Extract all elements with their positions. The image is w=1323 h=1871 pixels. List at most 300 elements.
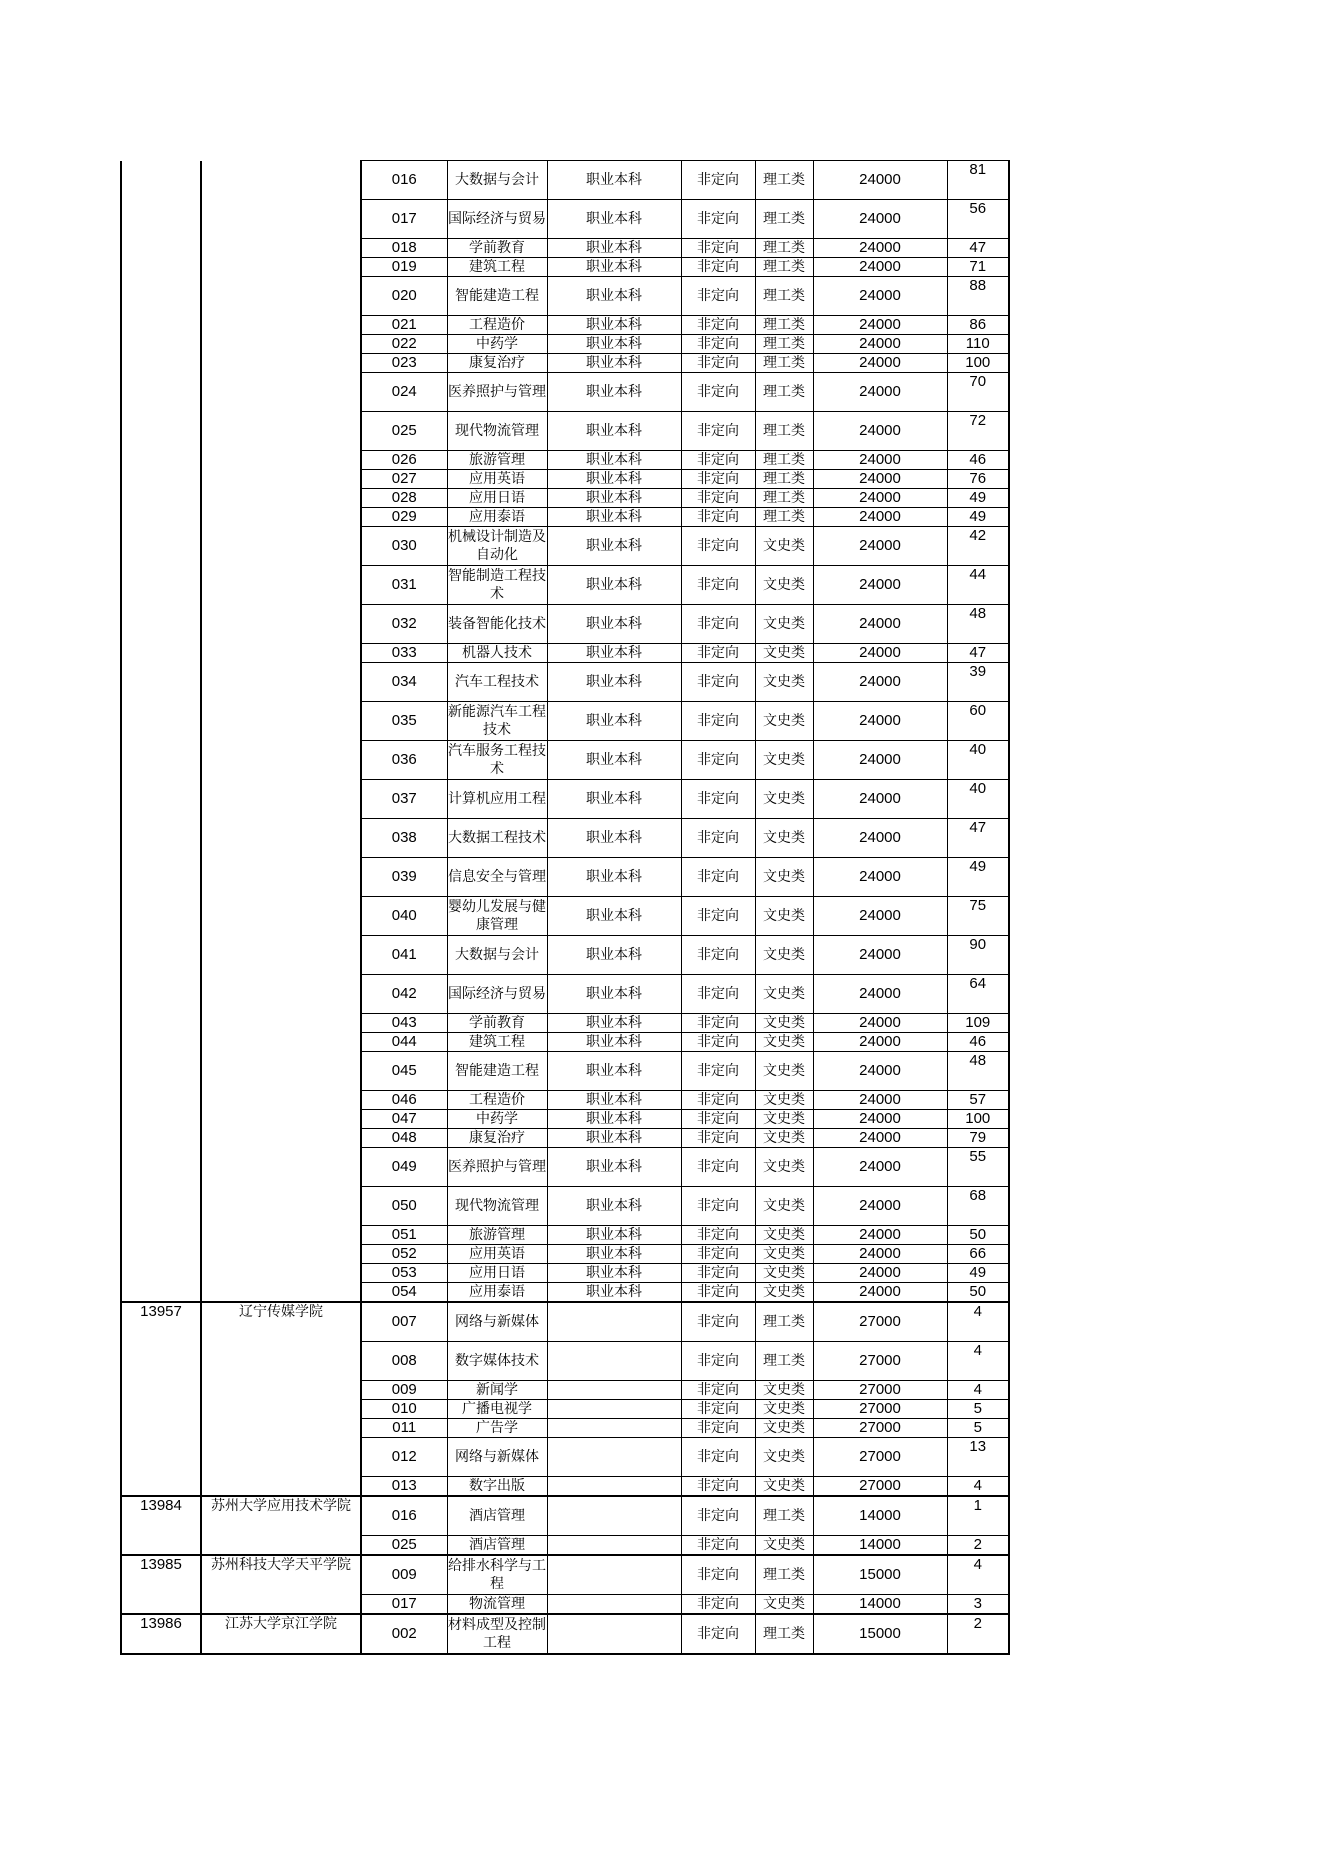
enrollment-quota: 57 [947, 1091, 1009, 1110]
subject-category: 文史类 [755, 566, 813, 605]
tuition-fee: 24000 [813, 451, 947, 470]
subject-category: 文史类 [755, 741, 813, 780]
enrollment-quota: 109 [947, 1014, 1009, 1033]
major-name: 应用英语 [447, 1245, 547, 1264]
table-row [121, 161, 1009, 200]
major-name: 学前教育 [447, 239, 547, 258]
subject-category: 文史类 [755, 1129, 813, 1148]
enrollment-quota: 100 [947, 1110, 1009, 1129]
enrollment-quota: 50 [947, 1283, 1009, 1303]
major-name: 给排水科学与工程 [447, 1555, 547, 1595]
major-code: 049 [361, 1148, 447, 1187]
major-code: 023 [361, 354, 447, 373]
education-level [547, 1614, 681, 1654]
institution-code [121, 161, 201, 1303]
major-name: 机械设计制造及自动化 [447, 527, 547, 566]
subject-category: 理工类 [755, 508, 813, 527]
major-code: 007 [361, 1302, 447, 1342]
institution-code: 13957 [121, 1302, 201, 1496]
enrollment-type: 非定向 [681, 858, 755, 897]
major-name: 现代物流管理 [447, 1187, 547, 1226]
enrollment-quota: 56 [947, 200, 1009, 239]
subject-category: 理工类 [755, 412, 813, 451]
enrollment-type: 非定向 [681, 1091, 755, 1110]
education-level: 职业本科 [547, 1033, 681, 1052]
subject-category: 理工类 [755, 200, 813, 239]
tuition-fee: 24000 [813, 1226, 947, 1245]
subject-category: 理工类 [755, 354, 813, 373]
education-level: 职业本科 [547, 936, 681, 975]
subject-category: 理工类 [755, 1496, 813, 1536]
major-name: 智能建造工程 [447, 277, 547, 316]
subject-category: 文史类 [755, 644, 813, 663]
enrollment-type: 非定向 [681, 354, 755, 373]
institution-name: 江苏大学京江学院 [201, 1614, 361, 1654]
major-name: 新能源汽车工程技术 [447, 702, 547, 741]
enrollment-quota: 4 [947, 1342, 1009, 1381]
education-level: 职业本科 [547, 1052, 681, 1091]
subject-category: 理工类 [755, 470, 813, 489]
education-level [547, 1496, 681, 1536]
major-name: 物流管理 [447, 1595, 547, 1615]
tuition-fee: 24000 [813, 975, 947, 1014]
enrollment-quota: 40 [947, 741, 1009, 780]
table-row [121, 1302, 1009, 1342]
enrollment-type: 非定向 [681, 1187, 755, 1226]
major-name: 应用泰语 [447, 508, 547, 527]
enrollment-quota: 4 [947, 1302, 1009, 1342]
major-code: 024 [361, 373, 447, 412]
major-name: 学前教育 [447, 1014, 547, 1033]
tuition-fee: 24000 [813, 780, 947, 819]
subject-category: 文史类 [755, 1264, 813, 1283]
subject-category: 文史类 [755, 936, 813, 975]
major-name: 工程造价 [447, 1091, 547, 1110]
enrollment-quota: 48 [947, 1052, 1009, 1091]
enrollment-quota: 90 [947, 936, 1009, 975]
tuition-fee: 24000 [813, 1033, 947, 1052]
tuition-fee: 24000 [813, 819, 947, 858]
subject-category: 文史类 [755, 1381, 813, 1400]
major-name: 工程造价 [447, 316, 547, 335]
enrollment-type: 非定向 [681, 373, 755, 412]
major-code: 038 [361, 819, 447, 858]
major-code: 039 [361, 858, 447, 897]
table-row [121, 1555, 1009, 1595]
enrollment-quota: 72 [947, 412, 1009, 451]
tuition-fee: 24000 [813, 373, 947, 412]
tuition-fee: 24000 [813, 858, 947, 897]
major-name: 新闻学 [447, 1381, 547, 1400]
major-name: 酒店管理 [447, 1496, 547, 1536]
major-name: 大数据与会计 [447, 161, 547, 200]
tuition-fee: 24000 [813, 412, 947, 451]
major-code: 034 [361, 663, 447, 702]
major-name: 酒店管理 [447, 1536, 547, 1556]
tuition-fee: 15000 [813, 1555, 947, 1595]
education-level: 职业本科 [547, 200, 681, 239]
tuition-fee: 24000 [813, 277, 947, 316]
tuition-fee: 24000 [813, 354, 947, 373]
major-code: 016 [361, 1496, 447, 1536]
enrollment-quota: 70 [947, 373, 1009, 412]
subject-category: 理工类 [755, 489, 813, 508]
education-level [547, 1536, 681, 1556]
enrollment-quota: 46 [947, 451, 1009, 470]
major-code: 029 [361, 508, 447, 527]
enrollment-quota: 4 [947, 1381, 1009, 1400]
institution-code: 13984 [121, 1496, 201, 1555]
enrollment-type: 非定向 [681, 1302, 755, 1342]
education-level: 职业本科 [547, 161, 681, 200]
enrollment-type: 非定向 [681, 702, 755, 741]
subject-category: 文史类 [755, 1110, 813, 1129]
enrollment-quota: 71 [947, 258, 1009, 277]
tuition-fee: 24000 [813, 258, 947, 277]
enrollment-quota: 2 [947, 1614, 1009, 1654]
subject-category: 理工类 [755, 239, 813, 258]
enrollment-type: 非定向 [681, 1555, 755, 1595]
major-code: 017 [361, 1595, 447, 1615]
subject-category: 文史类 [755, 1419, 813, 1438]
major-name: 计算机应用工程 [447, 780, 547, 819]
tuition-fee: 27000 [813, 1438, 947, 1477]
enrollment-type: 非定向 [681, 161, 755, 200]
education-level: 职业本科 [547, 975, 681, 1014]
tuition-fee: 24000 [813, 1245, 947, 1264]
tuition-fee: 24000 [813, 489, 947, 508]
enrollment-type: 非定向 [681, 936, 755, 975]
enrollment-quota: 47 [947, 239, 1009, 258]
subject-category: 文史类 [755, 1438, 813, 1477]
tuition-fee: 27000 [813, 1419, 947, 1438]
major-name: 康复治疗 [447, 1129, 547, 1148]
major-code: 028 [361, 489, 447, 508]
subject-category: 文史类 [755, 605, 813, 644]
enrollment-type: 非定向 [681, 819, 755, 858]
tuition-fee: 14000 [813, 1536, 947, 1556]
major-name: 中药学 [447, 335, 547, 354]
tuition-fee: 14000 [813, 1595, 947, 1615]
major-name: 应用泰语 [447, 1283, 547, 1303]
tuition-fee: 24000 [813, 508, 947, 527]
education-level: 职业本科 [547, 451, 681, 470]
major-code: 040 [361, 897, 447, 936]
major-code: 009 [361, 1381, 447, 1400]
enrollment-quota: 4 [947, 1477, 1009, 1497]
major-name: 国际经济与贸易 [447, 200, 547, 239]
education-level [547, 1595, 681, 1615]
education-level: 职业本科 [547, 741, 681, 780]
education-level: 职业本科 [547, 239, 681, 258]
enrollment-type: 非定向 [681, 741, 755, 780]
major-code: 025 [361, 1536, 447, 1556]
major-code: 050 [361, 1187, 447, 1226]
subject-category: 理工类 [755, 277, 813, 316]
major-code: 012 [361, 1438, 447, 1477]
subject-category: 文史类 [755, 1477, 813, 1497]
education-level [547, 1381, 681, 1400]
major-name: 数字出版 [447, 1477, 547, 1497]
enrollment-quota: 75 [947, 897, 1009, 936]
enrollment-type: 非定向 [681, 1033, 755, 1052]
education-level [547, 1477, 681, 1497]
enrollment-type: 非定向 [681, 489, 755, 508]
major-code: 042 [361, 975, 447, 1014]
major-code: 046 [361, 1091, 447, 1110]
enrollment-quota: 46 [947, 1033, 1009, 1052]
enrollment-type: 非定向 [681, 975, 755, 1014]
tuition-fee: 27000 [813, 1477, 947, 1497]
tuition-fee: 24000 [813, 161, 947, 200]
education-level: 职业本科 [547, 819, 681, 858]
subject-category: 文史类 [755, 1033, 813, 1052]
major-name: 装备智能化技术 [447, 605, 547, 644]
education-level: 职业本科 [547, 1110, 681, 1129]
table-row [121, 1496, 1009, 1536]
enrollment-quota: 86 [947, 316, 1009, 335]
subject-category: 理工类 [755, 258, 813, 277]
enrollment-quota: 49 [947, 858, 1009, 897]
enrollment-type: 非定向 [681, 566, 755, 605]
enrollment-type: 非定向 [681, 258, 755, 277]
education-level: 职业本科 [547, 1129, 681, 1148]
enrollment-quota: 3 [947, 1595, 1009, 1615]
subject-category: 文史类 [755, 1245, 813, 1264]
major-name: 网络与新媒体 [447, 1302, 547, 1342]
major-code: 022 [361, 335, 447, 354]
education-level: 职业本科 [547, 663, 681, 702]
enrollment-quota: 47 [947, 819, 1009, 858]
major-name: 数字媒体技术 [447, 1342, 547, 1381]
enrollment-quota: 68 [947, 1187, 1009, 1226]
major-name: 机器人技术 [447, 644, 547, 663]
tuition-fee: 24000 [813, 1187, 947, 1226]
institution-name: 苏州大学应用技术学院 [201, 1496, 361, 1555]
major-name: 大数据与会计 [447, 936, 547, 975]
subject-category: 文史类 [755, 1226, 813, 1245]
education-level: 职业本科 [547, 1014, 681, 1033]
major-code: 036 [361, 741, 447, 780]
enrollment-type: 非定向 [681, 780, 755, 819]
subject-category: 文史类 [755, 663, 813, 702]
major-code: 052 [361, 1245, 447, 1264]
subject-category: 理工类 [755, 373, 813, 412]
enrollment-quota: 100 [947, 354, 1009, 373]
enrollment-quota: 64 [947, 975, 1009, 1014]
education-level [547, 1302, 681, 1342]
enrollment-quota: 4 [947, 1555, 1009, 1595]
subject-category: 理工类 [755, 316, 813, 335]
enrollment-quota: 110 [947, 335, 1009, 354]
enrollment-type: 非定向 [681, 1226, 755, 1245]
enrollment-quota: 55 [947, 1148, 1009, 1187]
education-level: 职业本科 [547, 605, 681, 644]
enrollment-type: 非定向 [681, 1014, 755, 1033]
education-level [547, 1555, 681, 1595]
subject-category: 理工类 [755, 1302, 813, 1342]
enrollment-quota: 49 [947, 508, 1009, 527]
tuition-fee: 24000 [813, 936, 947, 975]
enrollment-quota: 79 [947, 1129, 1009, 1148]
enrollment-quota: 47 [947, 644, 1009, 663]
enrollment-quota: 39 [947, 663, 1009, 702]
subject-category: 理工类 [755, 335, 813, 354]
tuition-fee: 24000 [813, 239, 947, 258]
major-name: 应用日语 [447, 489, 547, 508]
tuition-fee: 24000 [813, 741, 947, 780]
enrollment-quota: 66 [947, 1245, 1009, 1264]
subject-category: 文史类 [755, 1595, 813, 1615]
education-level: 职业本科 [547, 470, 681, 489]
major-code: 045 [361, 1052, 447, 1091]
tuition-fee: 24000 [813, 1129, 947, 1148]
tuition-fee: 24000 [813, 897, 947, 936]
education-level: 职业本科 [547, 527, 681, 566]
enrollment-type: 非定向 [681, 412, 755, 451]
tuition-fee: 15000 [813, 1614, 947, 1654]
enrollment-type: 非定向 [681, 1245, 755, 1264]
subject-category: 文史类 [755, 858, 813, 897]
major-name: 建筑工程 [447, 258, 547, 277]
education-level [547, 1342, 681, 1381]
enrollment-type: 非定向 [681, 605, 755, 644]
major-name: 智能建造工程 [447, 1052, 547, 1091]
education-level: 职业本科 [547, 858, 681, 897]
institution-code: 13986 [121, 1614, 201, 1654]
major-code: 032 [361, 605, 447, 644]
tuition-fee: 27000 [813, 1342, 947, 1381]
tuition-fee: 24000 [813, 1110, 947, 1129]
major-name: 应用日语 [447, 1264, 547, 1283]
major-code: 047 [361, 1110, 447, 1129]
major-code: 021 [361, 316, 447, 335]
major-code: 010 [361, 1400, 447, 1419]
major-code: 002 [361, 1614, 447, 1654]
subject-category: 文史类 [755, 702, 813, 741]
education-level: 职业本科 [547, 1091, 681, 1110]
major-code: 020 [361, 277, 447, 316]
major-name: 广播电视学 [447, 1400, 547, 1419]
tuition-fee: 24000 [813, 663, 947, 702]
subject-category: 文史类 [755, 1536, 813, 1556]
tuition-fee: 14000 [813, 1496, 947, 1536]
major-name: 大数据工程技术 [447, 819, 547, 858]
enrollment-type: 非定向 [681, 527, 755, 566]
subject-category: 文史类 [755, 1400, 813, 1419]
subject-category: 文史类 [755, 1283, 813, 1303]
subject-category: 文史类 [755, 1148, 813, 1187]
enrollment-quota: 48 [947, 605, 1009, 644]
major-code: 051 [361, 1226, 447, 1245]
education-level: 职业本科 [547, 644, 681, 663]
enrollment-type: 非定向 [681, 508, 755, 527]
major-name: 现代物流管理 [447, 412, 547, 451]
major-name: 广告学 [447, 1419, 547, 1438]
enrollment-quota: 5 [947, 1419, 1009, 1438]
enrollment-quota: 13 [947, 1438, 1009, 1477]
subject-category: 理工类 [755, 451, 813, 470]
major-code: 033 [361, 644, 447, 663]
major-name: 医养照护与管理 [447, 1148, 547, 1187]
institution-name: 苏州科技大学天平学院 [201, 1555, 361, 1614]
education-level [547, 1419, 681, 1438]
enrollment-type: 非定向 [681, 897, 755, 936]
education-level [547, 1400, 681, 1419]
education-level: 职业本科 [547, 1187, 681, 1226]
tuition-fee: 27000 [813, 1381, 947, 1400]
major-code: 054 [361, 1283, 447, 1303]
enrollment-type: 非定向 [681, 663, 755, 702]
education-level: 职业本科 [547, 780, 681, 819]
enrollment-type: 非定向 [681, 277, 755, 316]
table-row [121, 1614, 1009, 1654]
education-level: 职业本科 [547, 373, 681, 412]
education-level: 职业本科 [547, 1148, 681, 1187]
subject-category: 文史类 [755, 975, 813, 1014]
enrollment-type: 非定向 [681, 316, 755, 335]
enrollment-quota: 42 [947, 527, 1009, 566]
plan-table-body [121, 161, 1009, 1655]
major-code: 044 [361, 1033, 447, 1052]
education-level: 职业本科 [547, 566, 681, 605]
tuition-fee: 27000 [813, 1400, 947, 1419]
enrollment-type: 非定向 [681, 200, 755, 239]
major-code: 041 [361, 936, 447, 975]
enrollment-quota: 81 [947, 161, 1009, 200]
enrollment-type: 非定向 [681, 1614, 755, 1654]
subject-category: 文史类 [755, 1091, 813, 1110]
tuition-fee: 24000 [813, 470, 947, 489]
tuition-fee: 24000 [813, 566, 947, 605]
subject-category: 文史类 [755, 819, 813, 858]
tuition-fee: 24000 [813, 527, 947, 566]
education-level: 职业本科 [547, 277, 681, 316]
enrollment-quota: 1 [947, 1496, 1009, 1536]
enrollment-quota: 49 [947, 1264, 1009, 1283]
tuition-fee: 24000 [813, 1091, 947, 1110]
subject-category: 理工类 [755, 1614, 813, 1654]
admission-plan-table [120, 160, 1008, 1708]
major-name: 旅游管理 [447, 1226, 547, 1245]
major-name: 中药学 [447, 1110, 547, 1129]
enrollment-type: 非定向 [681, 239, 755, 258]
enrollment-quota: 60 [947, 702, 1009, 741]
education-level: 职业本科 [547, 354, 681, 373]
tuition-fee: 24000 [813, 702, 947, 741]
major-code: 048 [361, 1129, 447, 1148]
major-name: 汽车工程技术 [447, 663, 547, 702]
tuition-fee: 24000 [813, 1052, 947, 1091]
tuition-fee: 24000 [813, 644, 947, 663]
tuition-fee: 24000 [813, 1283, 947, 1303]
major-name: 汽车服务工程技术 [447, 741, 547, 780]
education-level: 职业本科 [547, 489, 681, 508]
enrollment-type: 非定向 [681, 1595, 755, 1615]
major-name: 国际经济与贸易 [447, 975, 547, 1014]
major-code: 016 [361, 161, 447, 200]
enrollment-type: 非定向 [681, 1342, 755, 1381]
education-level: 职业本科 [547, 412, 681, 451]
major-code: 035 [361, 702, 447, 741]
enrollment-type: 非定向 [681, 1110, 755, 1129]
enrollment-quota: 49 [947, 489, 1009, 508]
major-name: 婴幼儿发展与健康管理 [447, 897, 547, 936]
major-code: 017 [361, 200, 447, 239]
enrollment-type: 非定向 [681, 451, 755, 470]
education-level: 职业本科 [547, 508, 681, 527]
enrollment-type: 非定向 [681, 1052, 755, 1091]
